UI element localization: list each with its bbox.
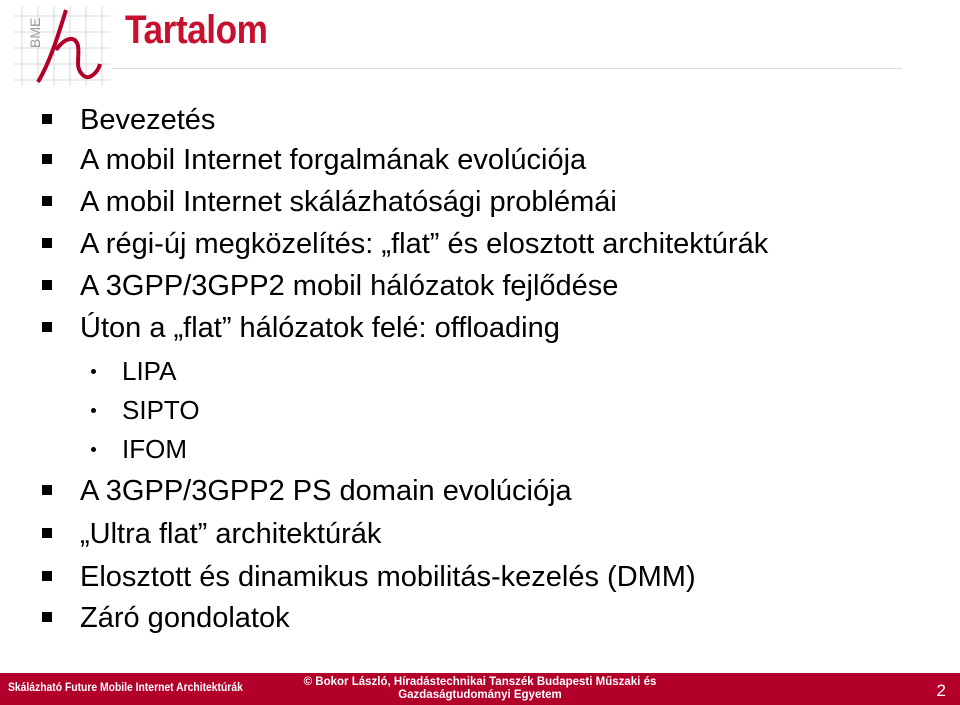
square-bullet-icon xyxy=(42,485,52,495)
footer-copyright xyxy=(300,676,660,702)
slide-footer xyxy=(0,673,960,705)
list-item-text: Elosztott és dinamikus mobilitás-kezelés (DMM) xyxy=(80,561,696,593)
sub-list-item-text: SIPTO xyxy=(122,395,200,425)
list-item-text: Úton a „flat” hálózatok felé: offloading xyxy=(80,312,560,344)
footer-course-title: Skálázható Future Mobile Internet Architektúrák xyxy=(8,682,243,694)
dot-bullet-icon xyxy=(91,408,96,413)
sub-list-item-text: IFOM xyxy=(122,434,187,464)
square-bullet-icon xyxy=(42,238,52,248)
list-item-text: Bevezetés xyxy=(80,104,216,136)
page-number: 2 xyxy=(936,681,946,700)
list-item-text: „Ultra flat” architektúrák xyxy=(80,518,382,550)
footer-copyright-line-2: Gazdaságtudományi Egyetem xyxy=(398,689,562,701)
square-bullet-icon xyxy=(42,612,52,622)
square-bullet-icon xyxy=(42,528,52,538)
logo-text: BME xyxy=(27,17,43,48)
square-bullet-icon xyxy=(42,114,52,124)
square-bullet-icon xyxy=(42,196,52,206)
footer-copyright-line-1: © Bokor László, Híradástechnikai Tanszék Budapesti Műszaki és xyxy=(303,676,657,688)
square-bullet-icon xyxy=(42,571,52,581)
slide-title: Tartalom xyxy=(125,8,268,52)
bme-h-logo-icon xyxy=(14,6,110,86)
square-bullet-icon xyxy=(42,322,52,332)
square-bullet-icon xyxy=(42,280,52,290)
bme-logo xyxy=(14,6,110,86)
list-item-text: A mobil Internet forgalmának evolúciója xyxy=(80,144,587,176)
list-item-text: A 3GPP/3GPP2 PS domain evolúciója xyxy=(80,475,572,507)
list-item-text: A 3GPP/3GPP2 mobil hálózatok fejlődése xyxy=(80,270,619,302)
title-divider xyxy=(112,68,902,69)
square-bullet-icon xyxy=(42,154,52,164)
dot-bullet-icon xyxy=(91,447,96,452)
dot-bullet-icon xyxy=(91,369,96,374)
sub-list-item-text: LIPA xyxy=(122,356,177,386)
list-item-text: A mobil Internet skálázhatósági problémái xyxy=(80,186,617,218)
list-item-text: Záró gondolatok xyxy=(80,602,290,634)
list-item-text: A régi-új megközelítés: „flat” és elosztott architektúrák xyxy=(80,228,769,260)
